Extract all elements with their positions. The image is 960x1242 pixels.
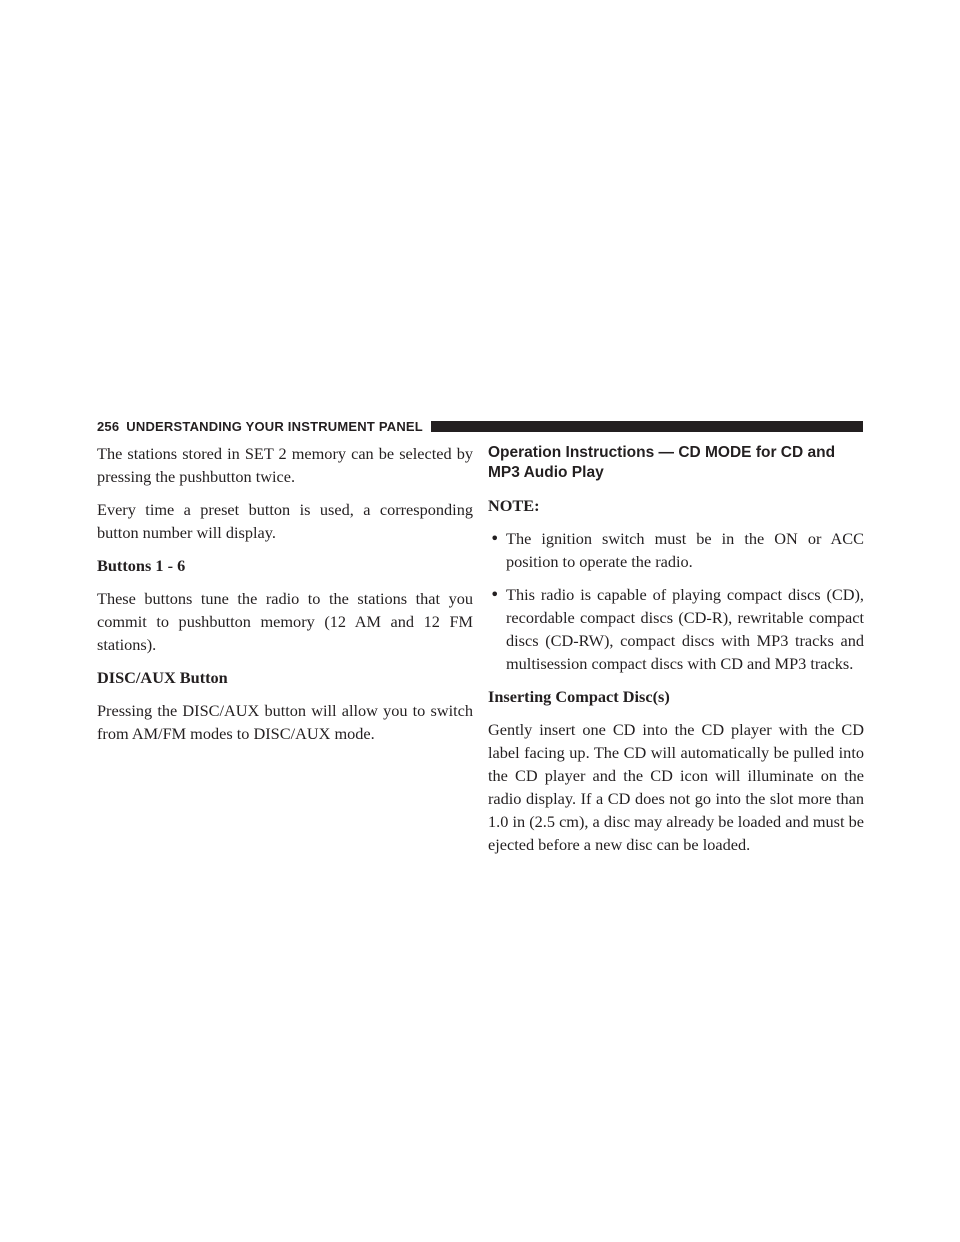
page-number: 256 (97, 418, 120, 434)
paragraph-buttons-1-6: These buttons tune the radio to the stations that you commit to pushbutton memory (12 AM and 12 FM stations). (97, 589, 473, 654)
page-header (97, 418, 863, 434)
right-column (488, 442, 864, 866)
heading-cd-mode: Operation Instructions — CD MODE for CD and MP3 Audio Play (488, 444, 836, 481)
note-bullet-list (488, 527, 864, 675)
list-item (488, 527, 864, 573)
heading-buttons-1-6: Buttons 1 - 6 (97, 556, 186, 575)
paragraph-preset-display: Every time a preset button is used, a corresponding button number will display. (97, 500, 473, 542)
section-title: UNDERSTANDING YOUR INSTRUMENT PANEL (126, 418, 423, 434)
paragraph-disc-aux-button: Pressing the DISC/AUX button will allow you to switch from AM/FM modes to DISC/AUX mode. (97, 701, 473, 743)
bullet-text-disc-types: This radio is capable of playing compact discs (CD), recordable compact discs (CD-R), rewritable compact discs (CD-RW), compact discs with MP3 tracks and multisession compact discs with CD and MP3 tracks. (506, 585, 864, 673)
paragraph-inserting-discs: Gently insert one CD into the CD player with the CD label facing up. The CD will automatically be pulled into the CD player and the CD icon will illuminate on the radio display. If a CD does not go into the slot more than 1.0 in (2.5 cm), a disc may already be loaded and must be ejected before a new disc can be loaded. (488, 720, 864, 854)
bullet-text-ignition: The ignition switch must be in the ON or ACC position to operate the radio. (506, 529, 864, 571)
bullet-icon: • (490, 529, 500, 548)
left-column (97, 442, 473, 755)
paragraph-set2-memory: The stations stored in SET 2 memory can be selected by pressing the pushbutton twice. (97, 444, 473, 486)
bullet-icon: • (490, 585, 500, 604)
note-label: NOTE: (488, 496, 540, 515)
list-item (488, 583, 864, 675)
heading-disc-aux-button: DISC/AUX Button (97, 668, 228, 687)
heading-inserting-discs: Inserting Compact Disc(s) (488, 687, 670, 706)
header-rule (431, 421, 863, 432)
